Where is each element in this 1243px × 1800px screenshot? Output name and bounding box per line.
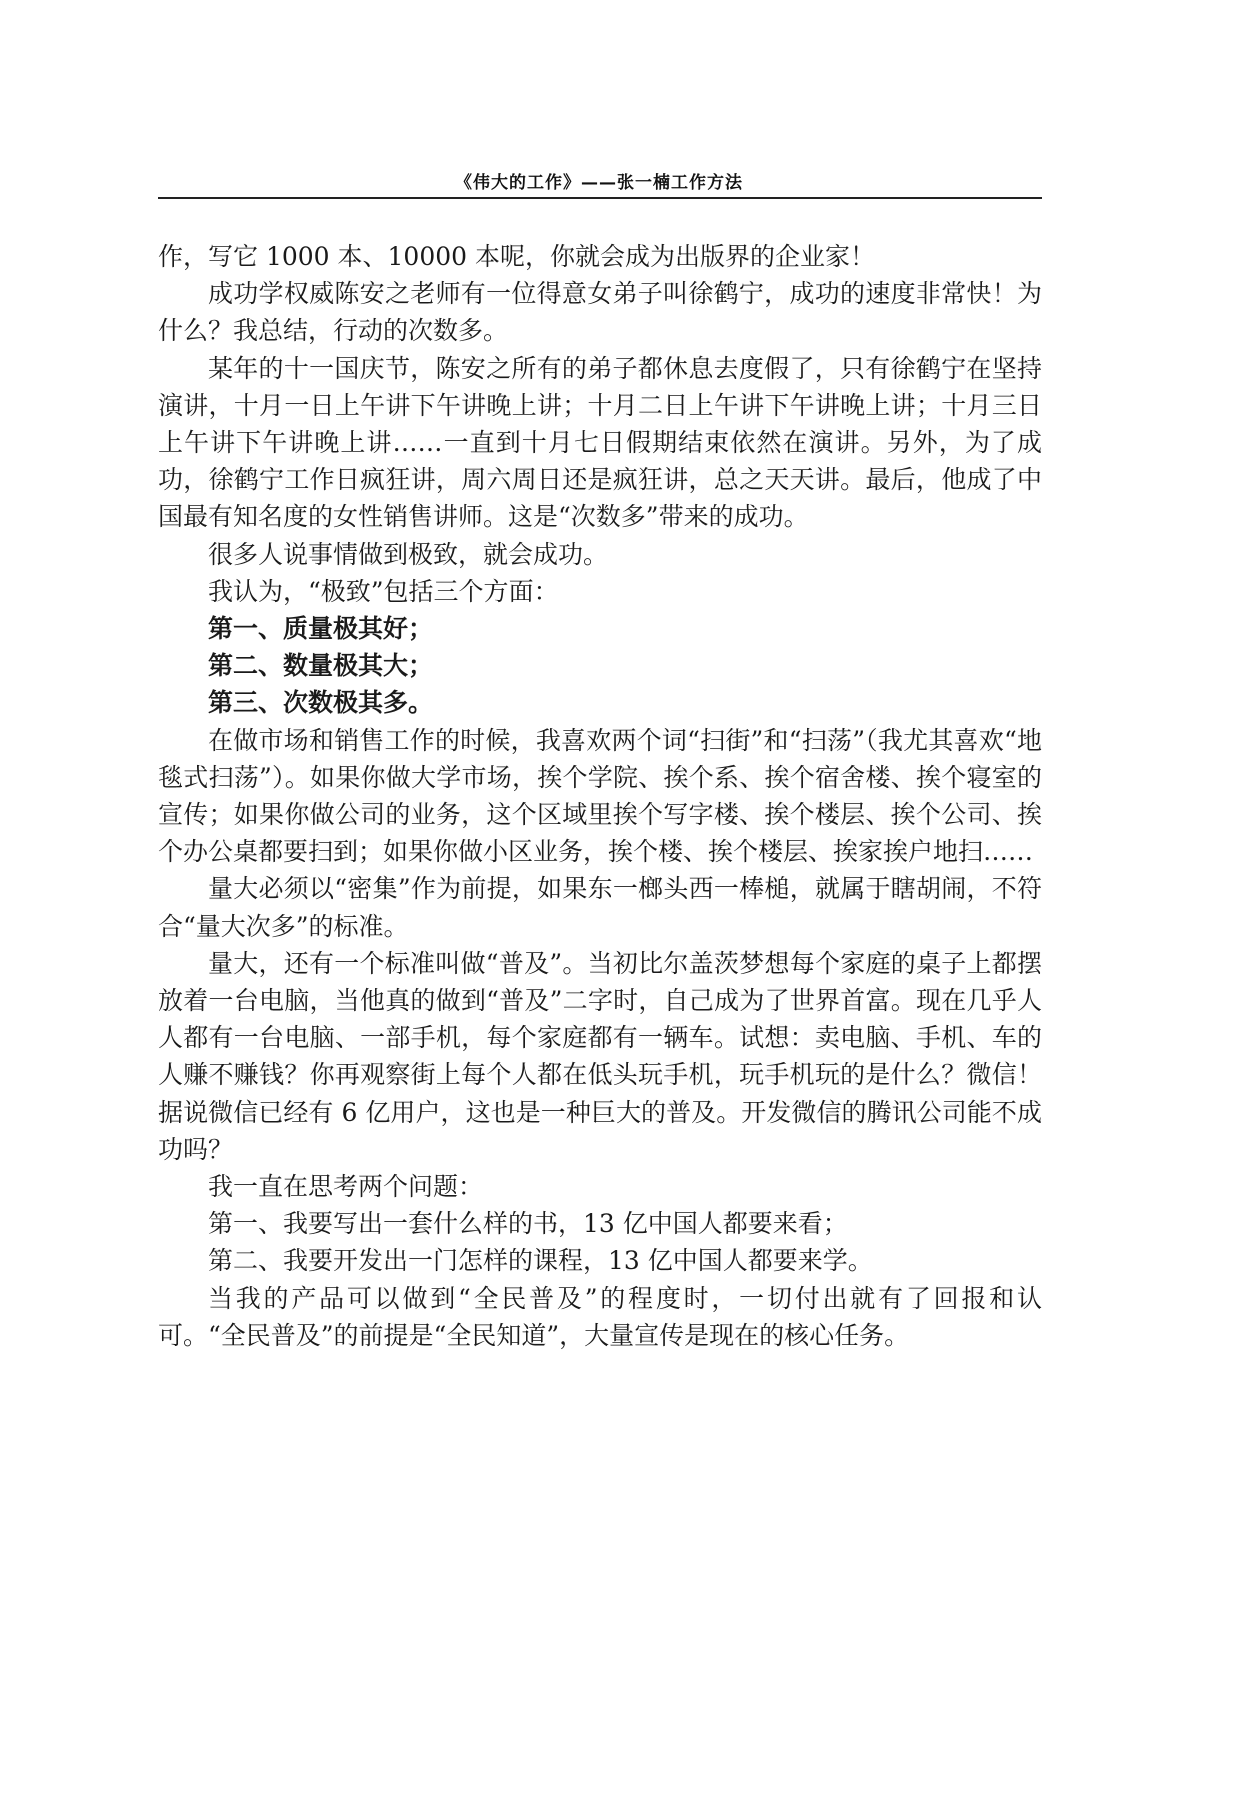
paragraph: 量大，还有一个标准叫做“普及”。当初比尔盖茨梦想每个家庭的桌子上都摆放着一台电脑，当他真的做到“普及”二字时，自己成为了世界首富。现在几乎人人都有一台电脑、一部手机，每个家庭都有一辆车。试想：卖电脑、手机、车的人赚不赚钱？你再观察街上每个人都在低头玩手机，玩手机玩的是什么？微信！据说微信已经有 6 亿用户，这也是一种巨大的普及。开发微信的腾讯公司能不成功吗？ — [158, 948, 1042, 1164]
paragraph: 我一直在思考两个问题： — [208, 1172, 484, 1202]
paragraph: 第二、我要开发出一门怎样的课程，13 亿中国人都要来学。 — [208, 1246, 873, 1276]
body-text — [158, 238, 1042, 1354]
header-rule — [158, 197, 1042, 199]
paragraph: 我认为，“极致”包括三个方面： — [208, 576, 559, 606]
paragraph: 第一、质量极其好； — [208, 614, 434, 644]
paragraph: 第三、次数极其多。 — [208, 688, 434, 718]
paragraph: 很多人说事情做到极致，就会成功。 — [208, 539, 609, 569]
paragraph: 作，写它 1000 本、10000 本呢，你就会成为出版界的企业家！ — [158, 242, 875, 271]
paragraph: 第一、我要写出一套什么样的书，13 亿中国人都要来看； — [208, 1209, 848, 1239]
paragraph: 成功学权威陈安之老师有一位得意女弟子叫徐鹤宁，成功的速度非常快！为什么？我总结，行动的次数多。 — [158, 279, 1042, 346]
paragraph: 量大必须以“密集”作为前提，如果东一榔头西一棒槌，就属于瞎胡闹，不符合“量大次多”的标准。 — [158, 874, 1042, 941]
paragraph: 某年的十一国庆节，陈安之所有的弟子都休息去度假了，只有徐鹤宁在坚持演讲，十月一日上午讲下午讲晚上讲；十月二日上午讲下午讲晚上讲；十月三日上午讲下午讲晚上讲……一直到十月七日假期结束依然在演讲。另外，为了成功，徐鹤宁工作日疯狂讲，周六周日还是疯狂讲，总之天天讲。最后，他成了中国最有知名度的女性销售讲师。这是“次数多”带来的成功。 — [158, 353, 1042, 532]
running-header: 《伟大的工作》——张一楠工作方法 — [455, 173, 743, 193]
paragraph: 当我的产品可以做到“全民普及”的程度时，一切付出就有了回报和认可。“全民普及”的前提是“全民知道”，大量宣传是现在的核心任务。 — [158, 1283, 1042, 1350]
paragraph: 第二、数量极其大； — [208, 651, 434, 681]
paragraph: 在做市场和销售工作的时候，我喜欢两个词“扫街”和“扫荡”（我尤其喜欢“地毯式扫荡”）。如果你做大学市场，挨个学院、挨个系、挨个宿舍楼、挨个寝室的宣传；如果你做公司的业务，这个区域里挨个写字楼、挨个楼层、挨个公司、挨个办公桌都要扫到；如果你做小区业务，挨个楼、挨个楼层、挨家挨户地扫…… — [158, 725, 1042, 867]
